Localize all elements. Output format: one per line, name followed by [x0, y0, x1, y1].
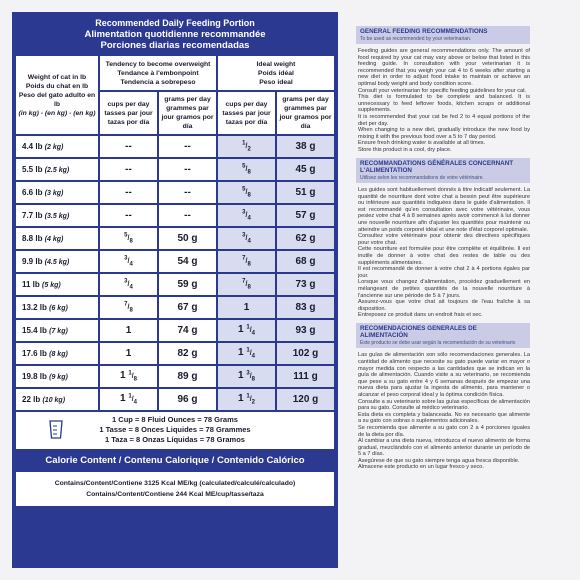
- overweight-cups-cell: 1 $^1/_8$: [100, 366, 157, 387]
- weight-header-units: (in kg) - (en kg) - (en kg): [18, 109, 96, 117]
- weight-lb: 17.6 lb: [22, 349, 47, 358]
- section-body: [356, 183, 530, 323]
- section-paragraph: It is recommended that your cat be fed 2 to 4 equal portions of the diet per day.: [358, 113, 530, 127]
- weight-lb: 19.8 lb: [22, 372, 47, 381]
- overweight-cups-cell: $^3/_4$: [100, 274, 157, 295]
- section-paragraph: When changing to a new diet, gradually introduce the new food by mixing it with the previous food over a 5 to 7 day period.: [358, 127, 530, 140]
- weight-lb: 9.9 lb: [22, 257, 43, 266]
- overweight-header-es: Tendencia a sobrepeso: [120, 78, 196, 86]
- overweight-grams-cell: 89 g: [159, 366, 216, 387]
- table-row: [16, 159, 334, 180]
- table-row: [16, 389, 334, 410]
- recommendation-section: [356, 26, 530, 158]
- ideal-cups-cell: 1 $^1/_4$: [218, 343, 275, 364]
- ideal-cups-cell: $^5/_8$: [218, 182, 275, 203]
- section-paragraph: Feeding guides are general recommendations only. The amount of food required by your cat may vary above or below that listed in this feeding guide. In consultation with your veterinarian it is recommended that you weigh your cat 4 to 6 weeks after starting a new diet in order to adjust food intake to maintain or achieve an optimal body weight and body condition score.: [358, 48, 530, 87]
- ideal-cups-cell: 1: [218, 297, 275, 318]
- table-row: [16, 136, 334, 157]
- weight-lb: 22 lb: [22, 395, 41, 404]
- section-paragraph: Il est recommandé de donner à votre chat 2 à 4 portions égales par jour.: [358, 266, 530, 279]
- weight-cell: [16, 297, 98, 318]
- weight-cell: [16, 366, 98, 387]
- overweight-grams-cell: 82 g: [159, 343, 216, 364]
- table-row: [16, 343, 334, 364]
- weight-header-fr: Poids du chat en lb: [25, 82, 89, 90]
- weight-cell: [16, 343, 98, 364]
- weight-header-en: Weight of cat in lb: [27, 73, 87, 81]
- overweight-header-fr: Tendance à l'embonpoint: [117, 69, 199, 77]
- weight-kg: (6 kg): [49, 305, 68, 312]
- section-paragraph: This diet is formulated to be complete and balanced. It is unnecessary to feed leftover foods, kitchen scraps or additional supplements.: [358, 94, 530, 114]
- weight-cell: [16, 274, 98, 295]
- section-paragraph: Entreposez ce produit dans un endroit frais et sec.: [358, 312, 483, 319]
- ideal-header-es: Peso ideal: [259, 78, 293, 86]
- weight-cell: [16, 320, 98, 341]
- table-row: [16, 182, 334, 203]
- section-paragraph: Cette nourriture est formulée pour être complète et équilibrée. Il est inutile de donner à votre chat des restes de table ou des suppléments alimentaires.: [358, 246, 530, 266]
- table-row: [16, 366, 334, 387]
- weight-cell: [16, 205, 98, 226]
- overweight-grams-cell: --: [159, 136, 216, 157]
- weight-kg: (8 kg): [49, 351, 68, 358]
- ideal-grams-cell: 45 g: [277, 159, 334, 180]
- weight-lb: 4.4 lb: [22, 142, 43, 151]
- section-header: [356, 158, 530, 184]
- section-paragraph: Consulte a su veterinario sobre las guías específicas de alimentación para su gato. Consulte al médico veterinario.: [358, 398, 530, 412]
- table-row: [16, 251, 334, 272]
- ideal-grams-cell: 102 g: [277, 343, 334, 364]
- overweight-grams-cell: --: [159, 182, 216, 203]
- calorie-line-kg: Contains/Content/Contiene 3125 Kcal ME/kg (calculated/calculé/calculado): [54, 480, 296, 487]
- overweight-grams-cell: --: [159, 159, 216, 180]
- section-paragraph: Assurez-vous que votre chat ait toujours de l'eau fraîche à sa disposition.: [358, 299, 530, 312]
- recommendation-section: [356, 323, 530, 475]
- ideal-grams-cell: 51 g: [277, 182, 334, 203]
- ideal-header-fr: Poids idéal: [258, 69, 294, 77]
- ideal-grams-cell: 111 g: [277, 366, 334, 387]
- overweight-header-en: Tendency to become overweight: [105, 60, 211, 68]
- table-row: [16, 274, 334, 295]
- weight-kg: (2.5 kg): [44, 167, 70, 174]
- ideal-cups-cell: $^3/_4$: [218, 228, 275, 249]
- calorie-line-cup: Contains/Content/Contiene 244 Kcal ME/cup/tasse/taza: [86, 491, 264, 498]
- section-paragraph: Store this product in a cool, dry place.: [358, 146, 452, 153]
- weight-lb: 15.4 lb: [22, 326, 47, 335]
- ideal-grams-cell: 57 g: [277, 205, 334, 226]
- weight-lb: 5.5 lb: [22, 165, 43, 174]
- section-header: [356, 323, 530, 349]
- ideal-cups-cell: $^3/_4$: [218, 205, 275, 226]
- overweight-grams-cell: 74 g: [159, 320, 216, 341]
- section-paragraph: Consult your veterinarian for specific feeding guidelines for your cat.: [358, 87, 527, 94]
- feeding-rows: [16, 136, 334, 410]
- section-paragraph: Lorsque vous changez d'alimentation, procédez graduellement en mélangeant de petites quantités de la nouvelle nourriture à l'ancienne sur une période de 5 à 7 jours.: [358, 279, 530, 299]
- weight-kg: (10 kg): [42, 397, 66, 404]
- section-title: GENERAL FEEDING RECOMMENDATIONS: [360, 28, 488, 35]
- weight-kg: (2 kg): [44, 144, 64, 151]
- cup-line-fr: 1 Tasse = 8 Onces Liquides = 78 Grammes: [99, 425, 251, 434]
- title-en: Recommended Daily Feeding Portion: [95, 18, 255, 28]
- section-paragraph: Les guides sont habituellement donnés à titre indicatif seulement. La quantité de nourriture dont votre chat a besoin peut être supérieure ou inférieure aux quantités indiquées dans le guide d'alimentation. Il est recommandé qu'en consultation avec votre vétérinaire, vous pesiez votre chat 4 à 8 semaines après avoir commencé à lui donner une nouvelle nourriture afin d'ajuster les quantités pour maintenir ou atteindre un poids corporel idéal et une note d'état corporel optimale.: [358, 187, 530, 233]
- ideal-grams-cell: 73 g: [277, 274, 334, 295]
- weight-column-header: [16, 56, 98, 134]
- overweight-grams-cell: 54 g: [159, 251, 216, 272]
- weight-cell: [16, 182, 98, 203]
- section-paragraph: Almacene este producto en un lugar fresco y seco.: [358, 464, 484, 471]
- calorie-content: [16, 472, 334, 506]
- overweight-cups-cell: $^3/_4$: [100, 251, 157, 272]
- section-title: RECOMMANDATIONS GÉNÉRALES CONCERNANT L'ALIMENTATION: [360, 159, 514, 174]
- overweight-cups-cell: --: [100, 136, 157, 157]
- feeding-title: [14, 14, 336, 54]
- table-row: [16, 228, 334, 249]
- overweight-grams-cell: 50 g: [159, 228, 216, 249]
- ideal-grams-cell: 68 g: [277, 251, 334, 272]
- overweight-cups-cell: --: [100, 182, 157, 203]
- overweight-cups-cell: 1: [100, 343, 157, 364]
- section-paragraph: Las guías de alimentación son sólo recomendaciones generales. La cantidad de alimento que necesite su gato puede variar en mayor o mayor medida con respecto a las cantidades que se indican en la guía de alimentación. Cuando visite a su veterinario, se recomienda que pese a su gato entre 4 y 6 semanas después de empezar una nueva dieta para ajustar la ingesta de alimento, para mantener o alcanzar el peso corporal ideal y la óptima condición física.: [358, 352, 530, 398]
- weight-lb: 11 lb: [22, 280, 40, 289]
- overweight-cups-cell: $^7/_8$: [100, 297, 157, 318]
- overweight-grams-cell: 67 g: [159, 297, 216, 318]
- weight-kg: (4 kg): [44, 236, 64, 243]
- ideal-grams-cell: 38 g: [277, 136, 334, 157]
- ideal-grams-cell: 120 g: [277, 389, 334, 410]
- title-fr: Alimentation quotidienne recommandée: [84, 29, 266, 40]
- weight-lb: 13.2 lb: [22, 303, 47, 312]
- section-subtitle: To be used as recommended by your veterinarian.: [360, 35, 472, 42]
- overweight-grams-header: grams per day grammes par jour gramos por día: [159, 92, 216, 134]
- overweight-grams-cell: --: [159, 205, 216, 226]
- recommendation-section: [356, 158, 530, 323]
- section-paragraph: Esta dieta es completa y balanceada. No es necesario que alimente a su gato con sobras o suplementos adicionales.: [358, 411, 530, 425]
- overweight-cups-cell: --: [100, 205, 157, 226]
- cup-conversion: [16, 412, 334, 449]
- table-row: [16, 205, 334, 226]
- cup-line-en: 1 Cup = 8 Fluid Ounces = 78 Grams: [112, 415, 238, 424]
- section-subtitle: Utilisez selon les recommandations de votre vétérinaire.: [360, 174, 484, 181]
- weight-kg: (4.5 kg): [44, 259, 70, 266]
- measuring-cup-icon: [48, 418, 64, 440]
- ideal-grams-header: grams per day grammes par jour gramos por día: [277, 92, 334, 134]
- weight-cell: [16, 251, 98, 272]
- ideal-cups-cell: $^7/_8$: [218, 274, 275, 295]
- table-row: [16, 297, 334, 318]
- overweight-cups-cell: 1 $^1/_4$: [100, 389, 157, 410]
- overweight-cups-cell: $^5/_8$: [100, 228, 157, 249]
- ideal-grams-cell: 93 g: [277, 320, 334, 341]
- weight-kg: (3 kg): [44, 190, 64, 197]
- section-paragraph: Ensure fresh drinking water is available at all times.: [358, 140, 486, 147]
- ideal-cups-cell: $^1/_2$: [218, 136, 275, 157]
- ideal-cups-header: cups per day tasses par jour tazas por día: [218, 92, 275, 134]
- section-paragraph: Al cambiar a una dieta nueva, introduzca el nuevo alimento de forma gradual, mezclándolo con el alimento anterior durante un período de 5 a 7 días.: [358, 438, 530, 458]
- section-subtitle: Este producto se debe usar según la recomendación de su veterinario: [360, 339, 516, 346]
- overweight-cups-cell: 1: [100, 320, 157, 341]
- ideal-header: [218, 56, 334, 90]
- weight-kg: (3.5 kg): [44, 213, 70, 220]
- ideal-header-en: Ideal weight: [256, 60, 296, 68]
- weight-kg: (9 kg): [49, 374, 68, 381]
- section-body: [356, 348, 530, 475]
- weight-cell: [16, 228, 98, 249]
- overweight-header: [100, 56, 216, 90]
- table-row: [16, 320, 334, 341]
- feeding-table-panel: [12, 12, 338, 568]
- weight-cell: [16, 389, 98, 410]
- title-es: Porciones diarias recomendadas: [100, 40, 250, 51]
- weight-cell: [16, 159, 98, 180]
- section-body: [356, 44, 530, 158]
- weight-kg: (7 kg): [49, 328, 68, 335]
- calorie-title: Calorie Content / Contenu Calorique / Contenido Calórico: [45, 455, 305, 466]
- section-header: [356, 26, 530, 44]
- overweight-grams-cell: 59 g: [159, 274, 216, 295]
- recommendations-column: [356, 26, 530, 475]
- weight-kg: (5 kg): [42, 282, 61, 289]
- ideal-cups-cell: $^5/_8$: [218, 159, 275, 180]
- ideal-cups-cell: 1 $^3/_8$: [218, 366, 275, 387]
- weight-lb: 6.6 lb: [22, 188, 43, 197]
- overweight-cups-header: cups per day tasses par jour tazas por día: [100, 92, 157, 134]
- ideal-cups-cell: $^7/_8$: [218, 251, 275, 272]
- ideal-grams-cell: 83 g: [277, 297, 334, 318]
- ideal-cups-cell: 1 $^1/_2$: [218, 389, 275, 410]
- weight-lb: 8.8 lb: [22, 234, 43, 243]
- ideal-grams-cell: 62 g: [277, 228, 334, 249]
- ideal-cups-cell: 1 $^1/_4$: [218, 320, 275, 341]
- section-title: RECOMENDACIONES GENERALES DE ALIMENTACIÓN: [360, 324, 477, 340]
- section-paragraph: Consultez votre vétérinaire pour obtenir des directives spécifiques pour votre chat.: [358, 233, 530, 246]
- feeding-table: [14, 54, 336, 412]
- section-paragraph: Asegúrese de que su gato siempre tenga agua fresca disponible.: [358, 457, 520, 464]
- section-paragraph: Se recomienda que alimente a su gato con 2 a 4 porciones iguales de la dieta por día.: [358, 424, 530, 438]
- cup-line-es: 1 Taza = 8 Onzas Líquidas = 78 Gramos: [105, 435, 245, 444]
- weight-cell: [16, 136, 98, 157]
- weight-lb: 7.7 lb: [22, 211, 43, 220]
- overweight-cups-cell: --: [100, 159, 157, 180]
- weight-header-es: Peso del gato adulto en lb: [18, 91, 96, 108]
- overweight-grams-cell: 96 g: [159, 389, 216, 410]
